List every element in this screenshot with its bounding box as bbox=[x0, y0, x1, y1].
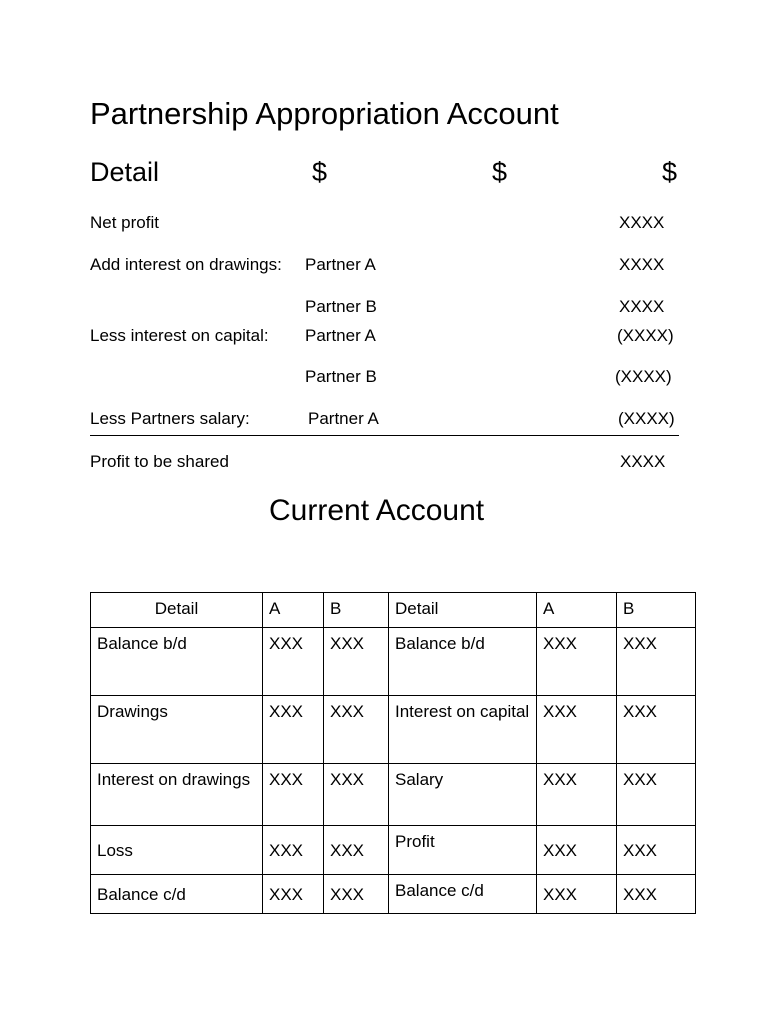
appropriation-line-partner: Partner A bbox=[305, 255, 376, 274]
appropriation-line-amount: XXXX bbox=[619, 213, 665, 232]
current-account-table bbox=[90, 592, 696, 914]
current-account-title: Current Account bbox=[269, 494, 485, 527]
table-cell: XXX bbox=[537, 696, 617, 764]
appropriation-line-label: Less interest on capital: bbox=[90, 326, 269, 345]
table-cell: XXX bbox=[617, 696, 696, 764]
appropriation-line-label: Less Partners salary: bbox=[90, 409, 250, 428]
appropriation-line-partner: Partner A bbox=[305, 326, 376, 345]
appropriation-line-amount: XXXX bbox=[620, 452, 666, 471]
appropriation-line-label: Net profit bbox=[90, 213, 159, 232]
table-cell: XXX bbox=[537, 628, 617, 696]
header-cell: B bbox=[324, 593, 389, 628]
table-cell: XXX bbox=[617, 628, 696, 696]
appropriation-line-amount: XXXX bbox=[619, 255, 665, 274]
table-cell: XXX bbox=[324, 696, 389, 764]
header-cell: Detail bbox=[389, 593, 537, 628]
appropriation-line-partner: Partner B bbox=[305, 297, 377, 316]
table-cell: XXX bbox=[324, 875, 389, 914]
dollar-header-1: $ bbox=[312, 157, 328, 187]
appropriation-line-label: Add interest on drawings: bbox=[90, 255, 282, 274]
table-cell: XXX bbox=[537, 875, 617, 914]
table-row bbox=[91, 875, 696, 914]
table-cell: XXX bbox=[324, 826, 389, 875]
header-cell: A bbox=[537, 593, 617, 628]
table-cell: Balance c/d bbox=[389, 875, 537, 914]
table-cell: XXX bbox=[263, 696, 324, 764]
table-cell: XXX bbox=[617, 826, 696, 875]
table-header-row bbox=[91, 593, 696, 628]
appropriation-line-amount: XXXX bbox=[619, 297, 665, 316]
table-cell: XXX bbox=[263, 826, 324, 875]
table-cell: Profit bbox=[389, 826, 537, 875]
table-cell: XXX bbox=[537, 764, 617, 826]
dollar-header-2: $ bbox=[492, 157, 508, 187]
header-cell: Detail bbox=[91, 593, 263, 628]
table-cell: Drawings bbox=[91, 696, 263, 764]
table-cell: Interest on drawings bbox=[91, 764, 263, 826]
appropriation-line-amount: (XXXX) bbox=[617, 326, 674, 345]
total-rule bbox=[90, 435, 679, 436]
table-cell: Loss bbox=[91, 826, 263, 875]
table-row bbox=[91, 826, 696, 875]
appropriation-line-label: Profit to be shared bbox=[90, 452, 229, 471]
table-cell: XXX bbox=[324, 628, 389, 696]
table-cell: XXX bbox=[617, 875, 696, 914]
header-cell: A bbox=[263, 593, 324, 628]
table-cell: XXX bbox=[263, 628, 324, 696]
detail-header: Detail bbox=[90, 157, 160, 187]
table-cell: XXX bbox=[263, 875, 324, 914]
table-cell: XXX bbox=[537, 826, 617, 875]
appropriation-line-partner: Partner B bbox=[305, 367, 377, 386]
table-row bbox=[91, 628, 696, 696]
dollar-header-3: $ bbox=[662, 157, 678, 187]
table-cell: Balance b/d bbox=[389, 628, 537, 696]
header-cell: B bbox=[617, 593, 696, 628]
table-cell: XXX bbox=[324, 764, 389, 826]
table-cell: Balance c/d bbox=[91, 875, 263, 914]
appropriation-line-amount: (XXXX) bbox=[618, 409, 675, 428]
table-cell: XXX bbox=[263, 764, 324, 826]
table-row bbox=[91, 696, 696, 764]
table-row bbox=[91, 764, 696, 826]
table-cell: Balance b/d bbox=[91, 628, 263, 696]
appropriation-line-amount: (XXXX) bbox=[615, 367, 672, 386]
table-cell: Salary bbox=[389, 764, 537, 826]
appropriation-title: Partnership Appropriation Account bbox=[90, 96, 559, 131]
appropriation-line-partner: Partner A bbox=[308, 409, 379, 428]
table-cell: Interest on capital bbox=[389, 696, 537, 764]
table-cell: XXX bbox=[617, 764, 696, 826]
